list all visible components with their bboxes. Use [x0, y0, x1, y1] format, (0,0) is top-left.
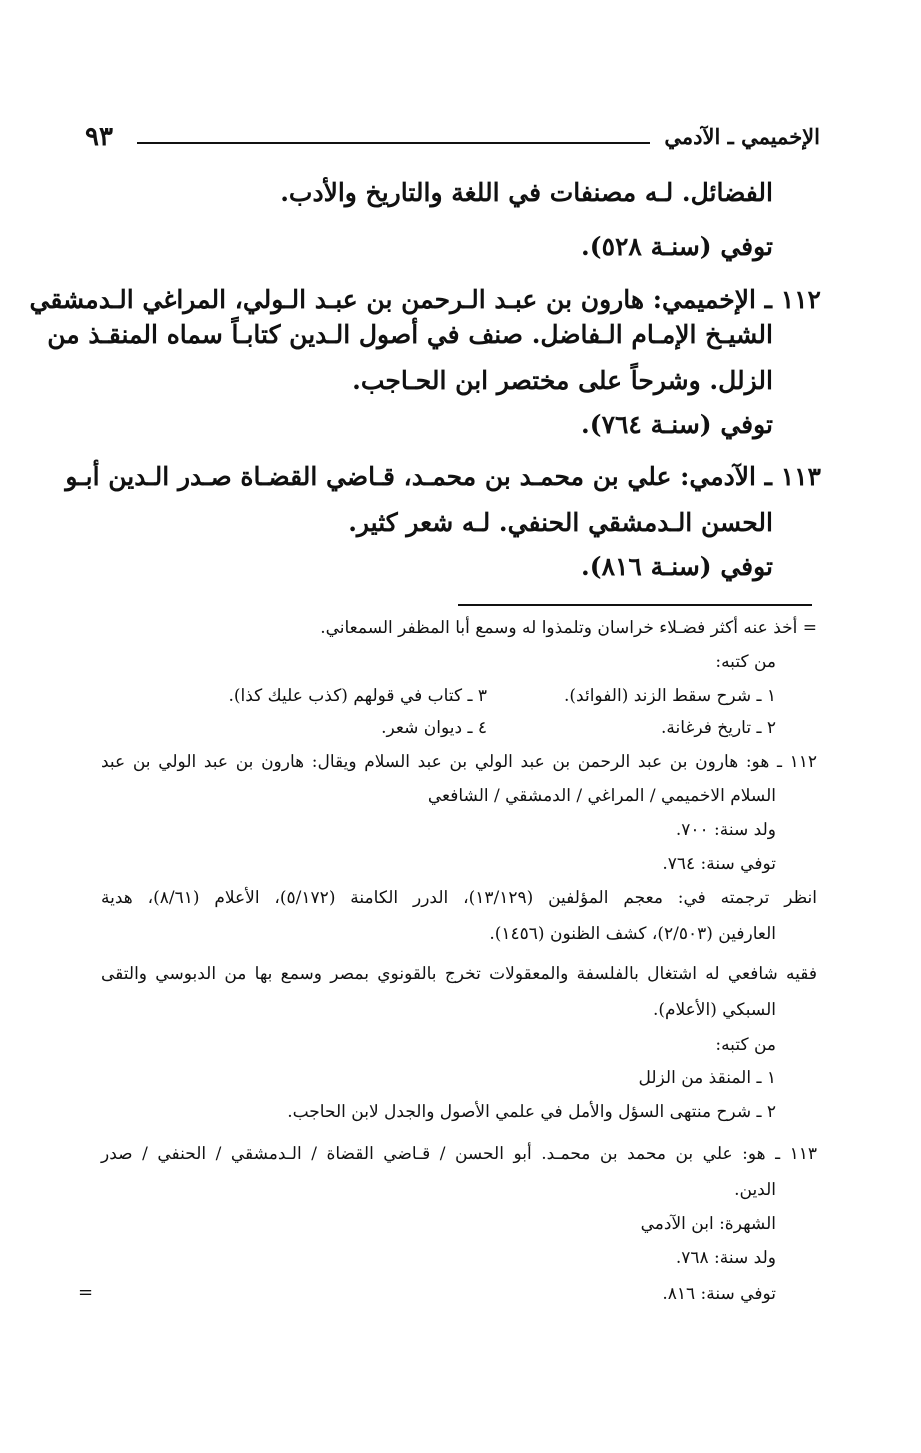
margin-continuation-mark: =: [78, 1282, 94, 1303]
entry-112-line2: الشيـخ الإمـام الـفاضل. صنف في أصول الـدين كتابـاً سماه المنقـذ من: [47, 320, 773, 349]
entry-112-number: ١١٢ ـ: [764, 285, 821, 314]
footnote-112-book-2: ٢ ـ شرح منتهى السؤل والأمل في علمي الأصول والجدل لابن الحاجب.: [287, 1102, 776, 1122]
footnote-book-1: ١ ـ شرح سقط الزند (الفوائد).: [564, 686, 776, 706]
footnote-112-bio1: فقيه شافعي له اشتغال بالفلسفة والمعقولات تخرج بالقونوي بمصر وسمع بها من الدبوسي والتقى: [101, 964, 817, 984]
footnote-books-heading-2: من كتبه:: [715, 1035, 776, 1055]
footnote-rule: [458, 604, 812, 606]
entry-112-line1: [29, 285, 821, 314]
footnote-112-line1: ١١٢ ـ هو: هارون بن عبد الرحمن بن عبد الولي بن عبد السلام ويقال: هارون بن عبد الولي بن عبد: [101, 752, 817, 772]
footnote-112-line2: السلام الاخميمي / المراغي / الدمشقي / الشافعي: [427, 786, 776, 806]
entry-113-name: الآدمي:: [680, 462, 756, 491]
entry-113-line2: الحسن الـدمشقي الحنفي. لـه شعر كثير.: [348, 508, 773, 537]
page-number: ٩٣: [85, 122, 113, 152]
footnote-112-born: ولد سنة: ٧٠٠.: [675, 820, 776, 840]
footnote-book-3: ٣ ـ كتاب في قولهم (كذب عليك كذا).: [228, 686, 487, 706]
footnote-112-bio2: السبكي (الأعلام).: [652, 1000, 776, 1020]
header-rule: [137, 142, 650, 144]
entry-112-line3: الزلل. وشرحاً على مختصر ابن الحـاجب.: [352, 366, 773, 395]
entry-112-death: توفي (سنـة ٧٦٤).: [581, 410, 773, 439]
footnote-book-2: ٢ ـ تاريخ فرغانة.: [661, 718, 776, 738]
footnote-books-heading: من كتبه:: [715, 652, 776, 672]
running-title: الإخميمي ـ الآدمي: [664, 124, 820, 149]
intro-death: توفي (سنـة ٥٢٨).: [581, 232, 773, 261]
running-header: [85, 118, 820, 158]
footnote-113-fame: الشهرة: ابن الآدمي: [640, 1214, 776, 1234]
footnote-113-died: توفي سنة: ٨١٦.: [662, 1284, 776, 1304]
entry-112-text: هارون بن عبـد الـرحمن بن عبـد الـولي، المراغي الـدمشقي: [29, 285, 645, 314]
entry-112-name: الإخميمي:: [652, 285, 756, 314]
footnote-112-ref2: العارفين (٢/٥٠٣)، كشف الظنون (١٤٥٦).: [489, 924, 776, 944]
entry-113-line1: [65, 462, 821, 491]
footnote-112-book-1: ١ ـ المنقذ من الزلل: [638, 1068, 776, 1088]
footnote-112-ref1: انظر ترجمته في: معجم المؤلفين (١٣/١٢٩)، الدرر الكامنة (٥/١٧٢)، الأعلام (٨/٦١)، هدية: [101, 888, 817, 908]
footnote-continuation: = أخذ عنه أكثر فضـلاء خراسان وتلمذوا له وسمع أبا المظفر السمعاني.: [320, 618, 817, 638]
footnote-113-line1: ١١٣ ـ هو: علي بن محمد بن محمـد. أبو الحسن / قـاضي القضاة / الـدمشقي / الحنفي / صدر: [101, 1144, 817, 1164]
entry-113-number: ١١٣ ـ: [764, 462, 821, 491]
footnote-112-died: توفي سنة: ٧٦٤.: [662, 854, 776, 874]
footnote-113-line2: الدين.: [734, 1180, 776, 1200]
footnote-113-born: ولد سنة: ٧٦٨.: [675, 1248, 776, 1268]
intro-line: الفضائل. لـه مصنفات في اللغة والتاريخ والأدب.: [280, 178, 773, 207]
footnote-book-4: ٤ ـ ديوان شعر.: [381, 718, 487, 738]
entry-113-text: علي بن محمـد بن محمـد، قـاضي القضـاة صـدر الـدين أبـو: [65, 462, 672, 491]
entry-113-death: توفي (سنـة ٨١٦).: [581, 552, 773, 581]
